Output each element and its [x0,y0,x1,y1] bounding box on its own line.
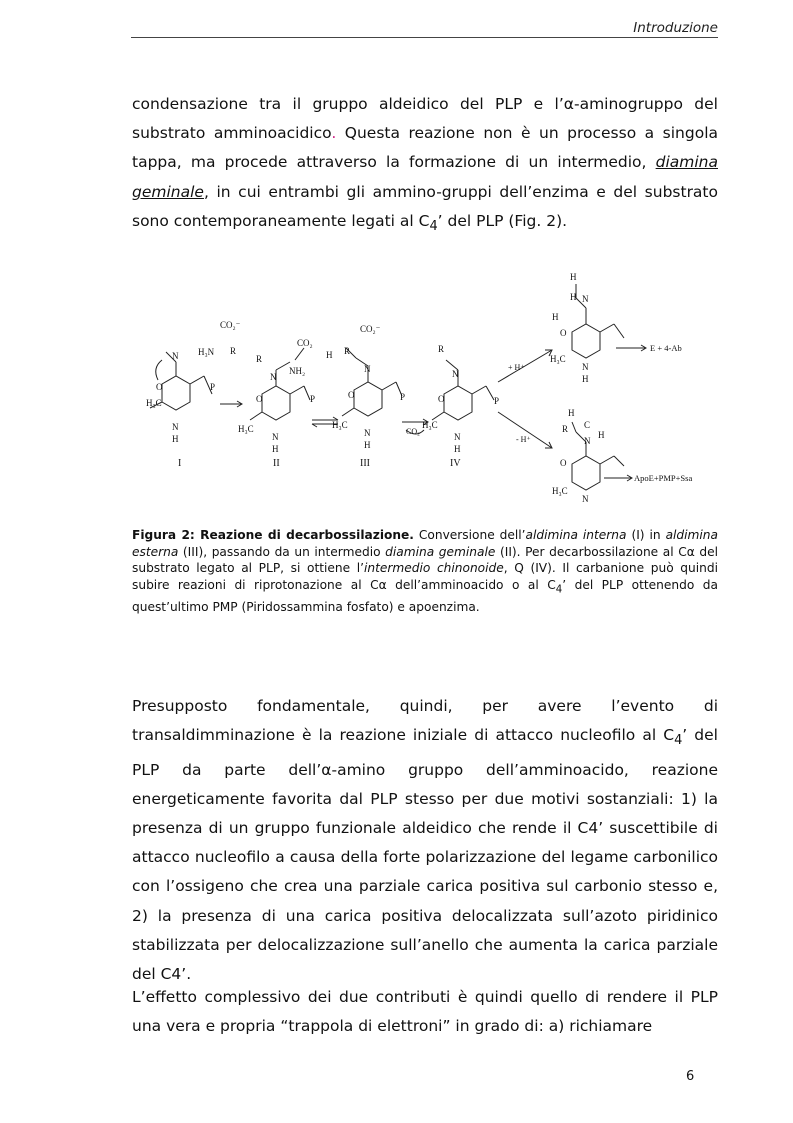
atom-label: H [570,272,577,282]
atom-label: H₃C [422,420,438,430]
atom-label: N [582,294,589,304]
atom-label: O [348,390,355,400]
atom-label: H₃C [238,424,254,434]
atom-label: R [344,346,351,356]
paragraph-electron-trap: L’effetto complessivo dei due contributi è quindi quello di rendere il PLP una vera e propria “trappola di elettroni” in grado di: a) richiamare [132,988,718,1036]
atom-label: CO₂ [297,338,313,348]
atom-label: R [562,424,569,434]
structure-iv [432,360,494,420]
atom-label: H₃C [332,420,348,430]
atom-label: N [452,369,459,379]
atom-label: H [568,408,575,418]
atom-label: H₃C [146,398,162,408]
atom-label: H₃C [550,354,566,364]
atom-label: H [364,440,371,450]
atom-label: H [454,444,461,454]
arrow-label-top: + H⁺ [508,363,525,372]
atom-label: H [570,292,577,302]
atom-label: H [598,430,605,440]
atom-label: N [364,428,371,438]
atom-label: P [400,392,406,402]
header-rule [131,37,718,38]
atom-label: O [438,394,445,404]
atom-label: P [494,396,500,406]
text-run: Conversione dell’ [413,528,526,542]
text-run: (III), passando da un intermedio [178,544,386,559]
atom-label: P [210,382,216,392]
text-run: , Q (IV). Il carbanione può quindi subire reazioni di riprotonazione al Cα dell’amminoacido o al C [132,561,718,592]
atom-label: N [172,422,179,432]
atom-label: H [582,374,589,384]
atom-label: H₃C [552,486,568,496]
atom-label: O [156,382,163,392]
atom-label: C [584,420,591,430]
atom-label: H₃N [198,347,215,357]
atom-label: R [438,344,445,354]
atom-label: CO₂⁻ [220,320,241,330]
text-run: ’ del PLP da parte dell’α-amino gruppo dell’amminoacido, reazione energeticamente favorita dal PLP stesso per due motivi sostanziali: 1) la presenza di un gruppo funzionale aldeidico che rende il C4’ suscettibile di attacco nucleofilo a causa della forte polarizzazione del legame carbonilico con l’ossigeno che crea una parziale carica positiva sul carbonio stesso e, 2) la presenza di una carica positiva delocalizzata sull’azoto piridinico stabilizzata per delocalizzazione sull’anello che aumenta la carica parziale del C4’. [132,726,718,983]
paragraph-transaldimination [132,692,718,989]
paragraph-intro [132,90,718,241]
text-run: condensazione tra il gruppo aldeidico del PLP e l’α-aminogruppo del substrato amminoacidico [132,95,718,143]
atom-label: H [172,434,179,444]
figure-decarboxylation-scheme [132,262,722,512]
roman-label-i: I [178,458,182,469]
arrow-label-bottom: - H⁺ [516,435,531,444]
atom-label: N [364,364,371,374]
atom-label: CO₂⁻ [360,324,381,334]
atom-label: O [256,394,263,404]
atom-label: H [272,444,279,454]
structure-iii [342,348,402,416]
roman-label-iv: IV [450,458,461,469]
atom-label: NH₂ [289,366,306,376]
text-run: ’ del PLP (Fig. 2). [437,211,568,230]
atom-label: N [272,432,279,442]
figure-caption [132,527,718,615]
text-run: ’ del PLP ottenendo da quest’ultimo PMP (Piridossammina fosfato) e apoenzima. [132,577,718,614]
atom-label: H [326,350,333,360]
atom-label: O [560,458,567,468]
atom-label: R [256,354,263,364]
subscript: 4 [555,584,563,596]
atom-label: H [552,312,559,322]
atom-label: N [270,372,277,382]
text-run: aldimina esterna [132,528,718,559]
text-run: Presupposto fondamentale, quindi, per avere l’evento di transaldimminazione è la reazione iniziale di attacco nucleofilo al C [132,697,718,745]
text-run: diamina geminale [385,544,496,559]
co2-release-label: CO₂ [406,427,420,436]
text-run: (II). Per decarbossilazione al Cα del substrato legato al PLP, si ottiene l’ [132,544,718,576]
text-run: . [331,124,337,143]
atom-label: P [310,394,316,404]
text-run: intermedio chinonoide [364,561,504,576]
atom-label: O [560,328,567,338]
product-top-label: E + 4-Ab [650,343,682,353]
atom-label: N [584,436,591,446]
product-bottom-label: ApoE+PMP+Ssa [634,473,693,483]
text-run: , in cui entrambi gli ammino-gruppi dell’enzima e del substrato sono contemporaneamente legati al C [132,182,718,230]
text-run: (I) in [626,528,666,542]
subscript: 4 [429,218,438,234]
caption-label: Figura 2: Reazione di decarbossilazione. [132,528,414,542]
text-run: aldimina interna [525,528,627,542]
running-header: Introduzione [633,20,718,36]
atom-label: N [582,362,589,372]
page-number: 6 [686,1069,695,1084]
atom-label: N [582,494,589,504]
roman-label-iii: III [360,458,370,469]
roman-label-ii: II [273,458,280,469]
term-diamina-geminale: diamina geminale [132,153,718,201]
atom-label: N [454,432,461,442]
atom-label: N [172,351,179,361]
text-run: Questa reazione non è un processo a singola tappa, ma procede attraverso la formazione di un intermedio, [132,124,719,172]
atom-label: R [230,346,237,356]
subscript: 4 [674,733,683,749]
structure-top-product [572,284,624,358]
